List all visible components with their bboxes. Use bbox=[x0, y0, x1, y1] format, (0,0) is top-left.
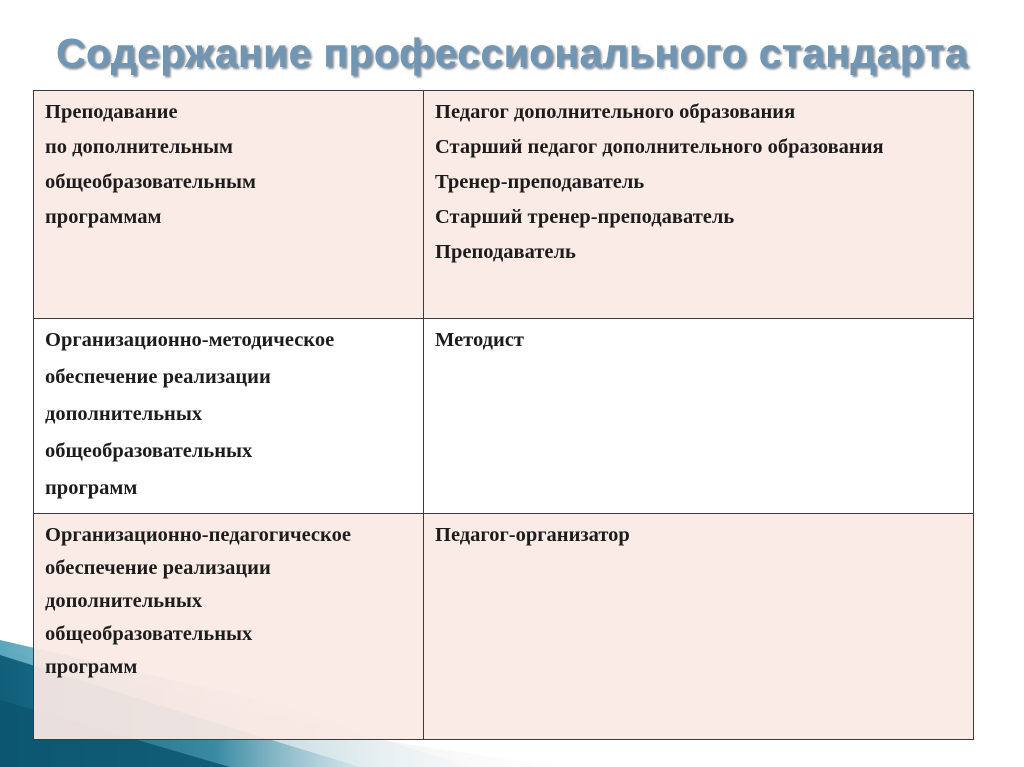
position-item: Старший педагог дополнительного образования bbox=[435, 136, 884, 158]
position-item: Методист bbox=[435, 329, 524, 351]
position-item: Педагог дополнительного образования bbox=[435, 101, 796, 123]
function-line: общеобразовательным bbox=[45, 171, 256, 193]
labor-function-cell bbox=[34, 319, 424, 514]
position-item: Тренер-преподаватель bbox=[435, 171, 645, 193]
function-line: Преподавание bbox=[45, 101, 178, 123]
page-title: Содержание профессионального стандарта bbox=[56, 30, 968, 76]
function-line: Организационно-методическое bbox=[45, 329, 335, 351]
position-cell bbox=[424, 514, 974, 740]
position-item: Педагог-организатор bbox=[435, 524, 630, 546]
function-line: обеспечение реализации bbox=[45, 557, 271, 579]
position-cell bbox=[424, 91, 974, 319]
function-line: Организационно-педагогическое bbox=[45, 524, 351, 546]
table-row bbox=[34, 514, 974, 740]
standard-content-table bbox=[33, 90, 974, 740]
function-line: программам bbox=[45, 206, 162, 228]
labor-function-cell bbox=[34, 514, 424, 740]
position-item: Преподаватель bbox=[435, 241, 576, 263]
function-line: общеобразовательных bbox=[45, 623, 253, 645]
position-cell bbox=[424, 319, 974, 514]
function-line: по дополнительным bbox=[45, 136, 234, 158]
function-line: программ bbox=[45, 656, 138, 678]
table-row bbox=[34, 319, 974, 514]
table-row bbox=[34, 91, 974, 319]
position-item: Старший тренер-преподаватель bbox=[435, 206, 735, 228]
function-line: программ bbox=[45, 477, 138, 499]
function-line: общеобразовательных bbox=[45, 440, 253, 462]
labor-function-cell bbox=[34, 91, 424, 319]
function-line: обеспечение реализации bbox=[45, 366, 271, 388]
function-line: дополнительных bbox=[45, 403, 203, 425]
function-line: дополнительных bbox=[45, 590, 203, 612]
